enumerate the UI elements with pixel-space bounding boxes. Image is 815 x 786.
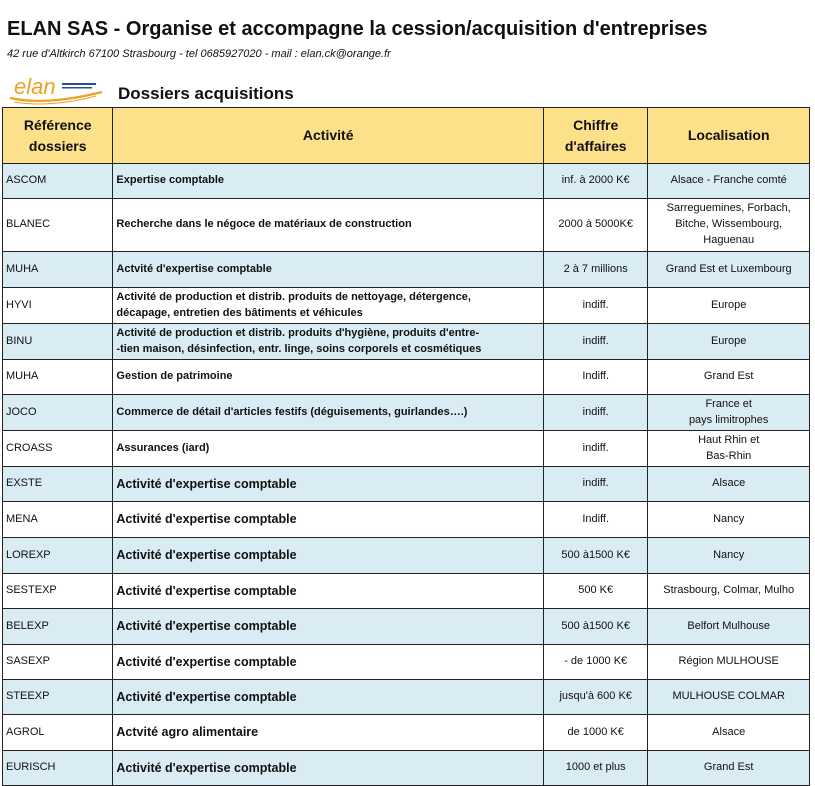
cell-activite: Activité d'expertise comptable xyxy=(113,609,544,645)
cell-reference: EURISCH xyxy=(3,751,113,786)
table-row xyxy=(3,538,810,574)
cell-localisation: Belfort Mulhouse xyxy=(648,609,810,645)
table-row xyxy=(3,431,810,467)
cell-activite: Expertise comptable xyxy=(113,164,544,199)
cell-chiffre-affaires: indiff. xyxy=(544,324,648,360)
cell-chiffre-affaires: 2000 à 5000K€ xyxy=(544,199,648,252)
cell-chiffre-affaires: de 1000 K€ xyxy=(544,715,648,751)
cell-chiffre-affaires: inf. à 2000 K€ xyxy=(544,164,648,199)
table-row xyxy=(3,609,810,645)
cell-localisation: Sarreguemines, Forbach, Bitche, Wissembourg, Haguenau xyxy=(648,199,810,252)
cell-localisation: France et pays limitrophes xyxy=(648,395,810,431)
cell-activite: Activité de production et distrib. produits d'hygiène, produits d'entre- -tien maison, désinfection, entr. linge, soins corporels et cosmétiques xyxy=(113,324,544,360)
cell-chiffre-affaires: 500 à1500 K€ xyxy=(544,609,648,645)
cell-activite: Activité de production et distrib. produits de nettoyage, détergence, décapage, entretien des bâtiments et véhicules xyxy=(113,288,544,324)
cell-activite: Activité d'expertise comptable xyxy=(113,645,544,680)
elan-logo xyxy=(6,72,106,108)
cell-activite: Assurances (iard) xyxy=(113,431,544,467)
header-localisation: Localisation xyxy=(648,108,810,164)
cell-chiffre-affaires: Indiff. xyxy=(544,360,648,395)
cell-localisation: Région MULHOUSE xyxy=(648,645,810,680)
cell-reference: MUHA xyxy=(3,360,113,395)
table-row xyxy=(3,645,810,680)
cell-localisation: Alsace xyxy=(648,467,810,502)
cell-localisation: Grand Est et Luxembourg xyxy=(648,252,810,288)
cell-reference: CROASS xyxy=(3,431,113,467)
table-row xyxy=(3,680,810,715)
table-row xyxy=(3,199,810,252)
page-title: ELAN SAS - Organise et accompagne la cession/acquisition d'entreprises xyxy=(7,18,708,40)
cell-chiffre-affaires: 500 à1500 K€ xyxy=(544,538,648,574)
cell-reference: STEEXP xyxy=(3,680,113,715)
cell-localisation: Grand Est xyxy=(648,360,810,395)
cell-reference: LOREXP xyxy=(3,538,113,574)
cell-chiffre-affaires: Indiff. xyxy=(544,502,648,538)
table-row xyxy=(3,324,810,360)
cell-localisation: Europe xyxy=(648,288,810,324)
cell-chiffre-affaires: indiff. xyxy=(544,431,648,467)
cell-reference: SESTEXP xyxy=(3,574,113,609)
cell-activite: Gestion de patrimoine xyxy=(113,360,544,395)
cell-chiffre-affaires: indiff. xyxy=(544,467,648,502)
cell-localisation: Nancy xyxy=(648,538,810,574)
cell-localisation: Europe xyxy=(648,324,810,360)
cell-activite: Recherche dans le négoce de matériaux de construction xyxy=(113,199,544,252)
cell-activite: Activité d'expertise comptable xyxy=(113,680,544,715)
table-row xyxy=(3,164,810,199)
table-row xyxy=(3,467,810,502)
cell-reference: JOCO xyxy=(3,395,113,431)
cell-chiffre-affaires: indiff. xyxy=(544,395,648,431)
table-row xyxy=(3,751,810,786)
table-row xyxy=(3,502,810,538)
table-body xyxy=(3,164,810,786)
cell-reference: ASCOM xyxy=(3,164,113,199)
table-header-row xyxy=(3,108,810,164)
section-title: Dossiers acquisitions xyxy=(118,84,294,103)
acquisitions-table xyxy=(2,107,810,786)
cell-localisation: Alsace - Franche comté xyxy=(648,164,810,199)
cell-chiffre-affaires: 1000 et plus xyxy=(544,751,648,786)
cell-reference: BINU xyxy=(3,324,113,360)
cell-reference: MENA xyxy=(3,502,113,538)
cell-chiffre-affaires: jusqu'à 600 K€ xyxy=(544,680,648,715)
cell-reference: SASEXP xyxy=(3,645,113,680)
cell-chiffre-affaires: 500 K€ xyxy=(544,574,648,609)
cell-localisation: Grand Est xyxy=(648,751,810,786)
cell-reference: BLANEC xyxy=(3,199,113,252)
cell-activite: Activité d'expertise comptable xyxy=(113,574,544,609)
cell-reference: HYVI xyxy=(3,288,113,324)
header-activite: Activité xyxy=(113,108,544,164)
cell-chiffre-affaires: - de 1000 K€ xyxy=(544,645,648,680)
table-row xyxy=(3,715,810,751)
cell-localisation: Alsace xyxy=(648,715,810,751)
logo-wordmark: elan xyxy=(14,74,56,99)
contact-address: 42 rue d'Altkirch 67100 Strasbourg - tel 0685927020 - mail : elan.ck@orange.fr xyxy=(7,48,391,60)
header-reference: Référence dossiers xyxy=(3,108,113,164)
cell-reference: MUHA xyxy=(3,252,113,288)
cell-reference: EXSTE xyxy=(3,467,113,502)
cell-activite: Activité d'expertise comptable xyxy=(113,538,544,574)
table-row xyxy=(3,360,810,395)
cell-localisation: Haut Rhin et Bas-Rhin xyxy=(648,431,810,467)
cell-activite: Actvité agro alimentaire xyxy=(113,715,544,751)
header-chiffre-affaires: Chiffre d'affaires xyxy=(544,108,648,164)
cell-localisation: Nancy xyxy=(648,502,810,538)
cell-activite: Actvité d'expertise comptable xyxy=(113,252,544,288)
cell-chiffre-affaires: 2 à 7 millions xyxy=(544,252,648,288)
cell-localisation: Strasbourg, Colmar, Mulho xyxy=(648,574,810,609)
cell-reference: BELEXP xyxy=(3,609,113,645)
cell-activite: Activité d'expertise comptable xyxy=(113,467,544,502)
table-row xyxy=(3,395,810,431)
table-row xyxy=(3,252,810,288)
table-row xyxy=(3,288,810,324)
cell-activite: Activité d'expertise comptable xyxy=(113,751,544,786)
table-row xyxy=(3,574,810,609)
cell-localisation: MULHOUSE COLMAR xyxy=(648,680,810,715)
cell-activite: Commerce de détail d'articles festifs (déguisements, guirlandes….) xyxy=(113,395,544,431)
cell-activite: Activité d'expertise comptable xyxy=(113,502,544,538)
cell-reference: AGROL xyxy=(3,715,113,751)
cell-chiffre-affaires: indiff. xyxy=(544,288,648,324)
